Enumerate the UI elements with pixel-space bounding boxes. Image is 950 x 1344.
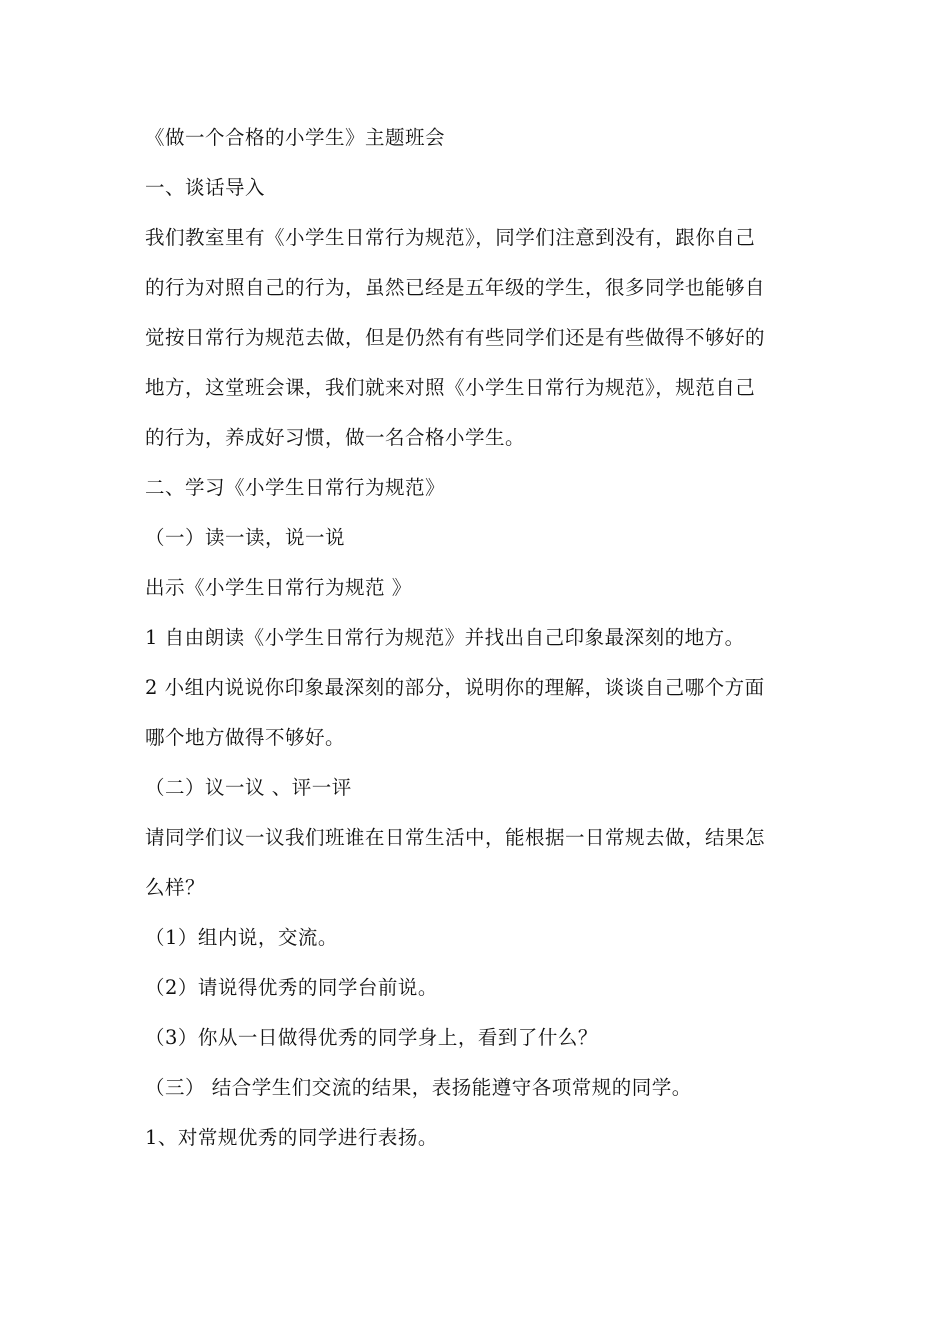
subsection2-heading: （二）议一议 、评一评 [145, 776, 352, 799]
subsection1-item: 2 小组内说说你印象最深刻的部分，说明你的理解，谈谈自己哪个方面 [145, 676, 765, 699]
subsection3-heading: （三） 结合学生们交流的结果，表扬能遵守各项常规的同学。 [145, 1076, 692, 1099]
paragraph-line: 请同学们议一议我们班谁在日常生活中，能根据一日常规去做，结果怎 [145, 826, 766, 849]
subsection1-item: 1 自由朗读《小学生日常行为规范》并找出自己印象最深刻的地方。 [145, 626, 745, 649]
subsection3-item: 1、对常规优秀的同学进行表扬。 [145, 1126, 438, 1149]
paragraph-line: 地方，这堂班会课，我们就来对照《小学生日常行为规范》，规范自己 [145, 376, 756, 399]
subsection2-item: （3）你从一日做得优秀的同学身上，看到了什么？ [145, 1026, 598, 1049]
paragraph-line: 觉按日常行为规范去做，但是仍然有有些同学们还是有些做得不够好的 [145, 326, 766, 349]
subsection2-item: （1）组内说，交流。 [145, 926, 338, 949]
subsection2-item: （2）请说得优秀的同学台前说。 [145, 976, 438, 999]
paragraph-line: 的行为对照自己的行为，虽然已经是五年级的学生，很多同学也能够自 [145, 276, 766, 299]
paragraph-line: 我们教室里有《小学生日常行为规范》，同学们注意到没有，跟你自己 [145, 226, 756, 249]
paragraph-line: 么样？ [145, 876, 206, 899]
paragraph-line: 的行为，养成好习惯，做一名合格小学生。 [145, 426, 526, 449]
section2-heading: 二、学习《小学生日常行为规范》 [145, 476, 446, 499]
subsection1-heading: （一）读一读，说一说 [145, 526, 346, 549]
subsection1-item-continued: 哪个地方做得不够好。 [145, 726, 346, 749]
subsection1-show-text: 出示《小学生日常行为规范 》 [145, 576, 412, 599]
section1-heading: 一、谈话导入 [145, 176, 266, 199]
document-title: 《做一个合格的小学生》主题班会 [145, 126, 446, 149]
